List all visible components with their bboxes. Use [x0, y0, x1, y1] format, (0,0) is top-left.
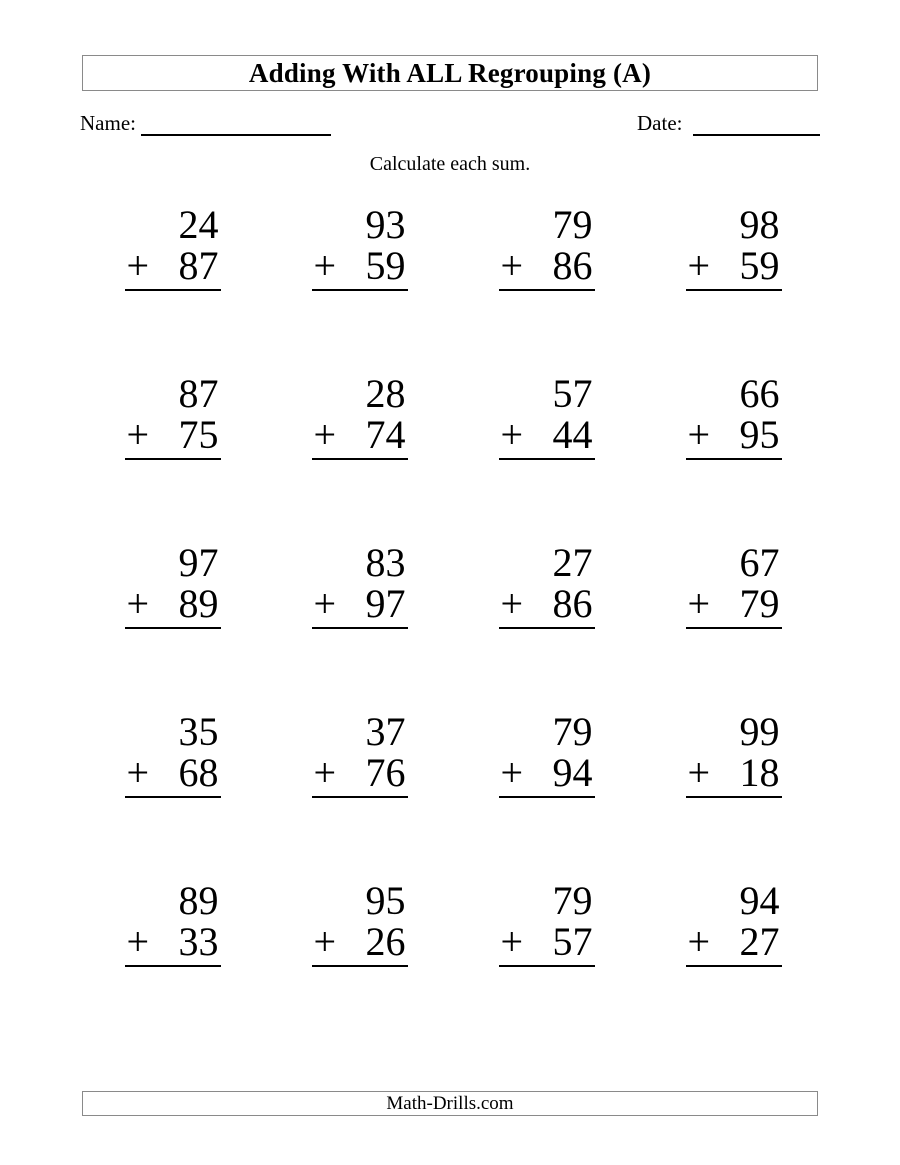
addition-problem	[499, 204, 595, 291]
top-addend: 97	[178, 540, 219, 585]
footer-box	[82, 1091, 818, 1116]
plus-operator: +	[313, 412, 337, 457]
plus-operator: +	[313, 750, 337, 795]
bottom-addend-row	[125, 752, 221, 798]
plus-operator: +	[313, 919, 337, 964]
addition-problem	[312, 204, 408, 291]
addition-problem	[125, 204, 221, 291]
plus-operator: +	[687, 750, 711, 795]
plus-operator: +	[500, 750, 524, 795]
top-addend: 27	[552, 540, 593, 585]
addition-problem	[686, 711, 782, 798]
bottom-addend-row	[125, 921, 221, 967]
bottom-addend: 57	[552, 919, 593, 964]
bottom-addend-row	[312, 414, 408, 460]
addition-problem	[499, 711, 595, 798]
top-addend: 35	[178, 709, 219, 754]
top-addend: 89	[178, 878, 219, 923]
addition-problem	[686, 542, 782, 629]
page-title: Adding With ALL Regrouping (A)	[248, 58, 652, 88]
date-input-line[interactable]	[693, 112, 820, 136]
plus-operator: +	[126, 412, 150, 457]
top-addend: 79	[552, 878, 593, 923]
top-addend: 57	[552, 371, 593, 416]
bottom-addend-row	[686, 752, 782, 798]
addition-problem	[686, 880, 782, 967]
plus-operator: +	[500, 581, 524, 626]
bottom-addend: 68	[178, 750, 219, 795]
plus-operator: +	[687, 919, 711, 964]
addition-problem	[686, 204, 782, 291]
plus-operator: +	[687, 412, 711, 457]
top-addend: 66	[739, 371, 780, 416]
top-addend: 67	[739, 540, 780, 585]
plus-operator: +	[500, 412, 524, 457]
bottom-addend-row	[312, 752, 408, 798]
bottom-addend-row	[499, 752, 595, 798]
bottom-addend-row	[686, 583, 782, 629]
plus-operator: +	[126, 919, 150, 964]
plus-operator: +	[687, 243, 711, 288]
addition-problem	[499, 880, 595, 967]
problems-grid	[79, 204, 827, 1049]
bottom-addend: 59	[365, 243, 406, 288]
bottom-addend: 86	[552, 581, 593, 626]
name-label: Name:	[80, 111, 136, 135]
plus-operator: +	[500, 919, 524, 964]
top-addend: 87	[178, 371, 219, 416]
worksheet-title-box	[82, 55, 818, 91]
bottom-addend: 75	[178, 412, 219, 457]
top-addend: 94	[739, 878, 780, 923]
top-addend: 93	[365, 202, 406, 247]
bottom-addend: 89	[178, 581, 219, 626]
addition-problem	[125, 880, 221, 967]
top-addend: 79	[552, 709, 593, 754]
bottom-addend: 94	[552, 750, 593, 795]
addition-problem	[312, 711, 408, 798]
plus-operator: +	[687, 581, 711, 626]
bottom-addend-row	[125, 414, 221, 460]
top-addend: 95	[365, 878, 406, 923]
top-addend: 83	[365, 540, 406, 585]
bottom-addend-row	[312, 921, 408, 967]
bottom-addend: 86	[552, 243, 593, 288]
bottom-addend: 76	[365, 750, 406, 795]
top-addend: 24	[178, 202, 219, 247]
bottom-addend: 26	[365, 919, 406, 964]
bottom-addend-row	[499, 921, 595, 967]
plus-operator: +	[500, 243, 524, 288]
addition-problem	[312, 373, 408, 460]
top-addend: 99	[739, 709, 780, 754]
top-addend: 28	[365, 371, 406, 416]
bottom-addend: 59	[739, 243, 780, 288]
bottom-addend: 18	[739, 750, 780, 795]
footer-site-name: Math-Drills.com	[386, 1093, 514, 1114]
instructions-text: Calculate each sum.	[369, 153, 531, 175]
top-addend: 79	[552, 202, 593, 247]
addition-problem	[125, 711, 221, 798]
top-addend: 37	[365, 709, 406, 754]
bottom-addend: 95	[739, 412, 780, 457]
plus-operator: +	[313, 243, 337, 288]
bottom-addend-row	[499, 583, 595, 629]
bottom-addend-row	[499, 414, 595, 460]
bottom-addend-row	[499, 245, 595, 291]
addition-problem	[125, 542, 221, 629]
bottom-addend-row	[125, 583, 221, 629]
plus-operator: +	[126, 750, 150, 795]
bottom-addend: 97	[365, 581, 406, 626]
date-label: Date:	[637, 111, 683, 135]
bottom-addend: 79	[739, 581, 780, 626]
bottom-addend-row	[686, 245, 782, 291]
addition-problem	[312, 542, 408, 629]
bottom-addend-row	[686, 414, 782, 460]
bottom-addend: 44	[552, 412, 593, 457]
bottom-addend: 74	[365, 412, 406, 457]
addition-problem	[499, 542, 595, 629]
plus-operator: +	[313, 581, 337, 626]
bottom-addend: 33	[178, 919, 219, 964]
addition-problem	[686, 373, 782, 460]
bottom-addend-row	[312, 245, 408, 291]
bottom-addend: 87	[178, 243, 219, 288]
addition-problem	[312, 880, 408, 967]
bottom-addend-row	[125, 245, 221, 291]
bottom-addend-row	[312, 583, 408, 629]
addition-problem	[499, 373, 595, 460]
plus-operator: +	[126, 581, 150, 626]
top-addend: 98	[739, 202, 780, 247]
plus-operator: +	[126, 243, 150, 288]
bottom-addend: 27	[739, 919, 780, 964]
name-input-line[interactable]	[141, 112, 331, 136]
bottom-addend-row	[686, 921, 782, 967]
addition-problem	[125, 373, 221, 460]
